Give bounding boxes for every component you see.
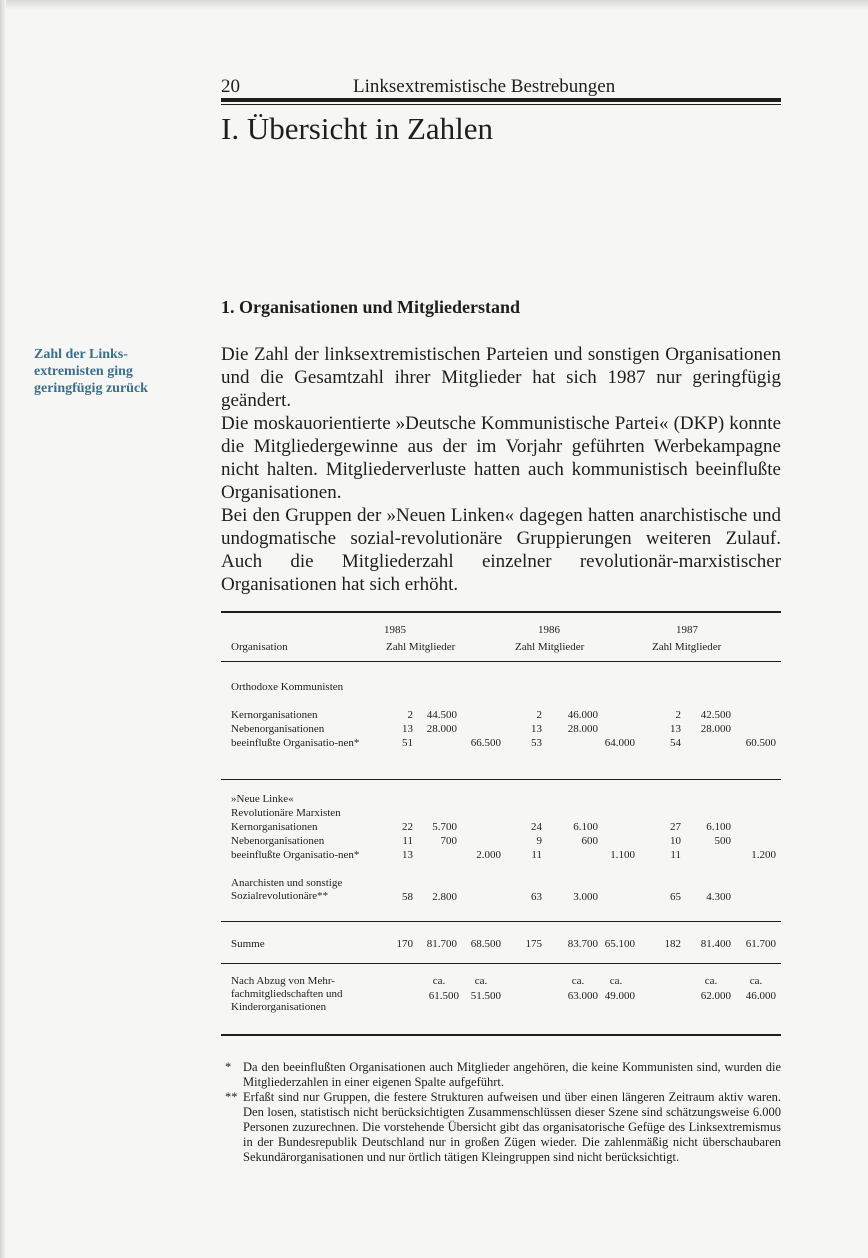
paragraph: Die moskauorientierte »Deutsche Kommunistische Partei« (DKP) konnte die Mitgliedergewinne aus der im Vorjahr geführten Werbekampagne nicht halten. Mitgliederverluste hatten auch kommunistisch beeinflußte Organisationen. bbox=[221, 413, 781, 503]
cell-beeinflusst: 60.500 bbox=[745, 737, 776, 749]
section-title-neue-linke: »Neue Linke« bbox=[231, 793, 294, 805]
footnote-text: Da den beeinflußten Organisationen auch Mitglieder angehören, die keine Kommunisten sind, wurden die Mitgliederzahlen in einer eigenen Spalte aufgeführt. bbox=[243, 1060, 781, 1089]
cell-zahl: 13 bbox=[402, 723, 413, 735]
cell-zahl: 63 bbox=[531, 891, 542, 903]
footnote bbox=[221, 1060, 781, 1090]
summe-cell: 182 bbox=[664, 938, 681, 950]
row-label: Kernorganisationen bbox=[231, 709, 318, 721]
cell-mitglieder: 2.800 bbox=[432, 891, 457, 903]
nach-abzug-cell: 62.000 bbox=[700, 990, 731, 1002]
running-header bbox=[221, 76, 781, 98]
table-rule bbox=[221, 779, 781, 780]
cell-zahl: 11 bbox=[670, 849, 681, 861]
cell-mitglieder: 44.500 bbox=[426, 709, 457, 721]
table-rule bbox=[221, 611, 781, 613]
year-header-1986: 1986 bbox=[538, 624, 560, 636]
chapter-title: I. Übersicht in Zahlen bbox=[221, 111, 494, 146]
cell-zahl: 9 bbox=[536, 835, 542, 847]
cell-zahl: 27 bbox=[670, 821, 681, 833]
paragraph: Die Zahl der linksextremistischen Parteien und sonstigen Organisationen und die Gesamtzahl ihrer Mitglieder hat sich 1987 nur geringfügig geändert. bbox=[221, 344, 781, 411]
nach-abzug-cell: 49.000 bbox=[604, 990, 635, 1002]
row-label: beeinflußte Organisatio-nen* bbox=[231, 737, 360, 749]
nach-abzug-cell: 46.000 bbox=[745, 990, 776, 1002]
row-label: Nebenorganisationen bbox=[231, 835, 325, 847]
cell-mitglieder: 28.000 bbox=[700, 723, 731, 735]
row-label: Anarchisten und sonstige Sozialrevolutionäre** bbox=[231, 877, 343, 902]
row-label: Nebenorganisationen bbox=[231, 723, 325, 735]
section-title-orthodox: Orthodoxe Kommunisten bbox=[231, 681, 344, 693]
cell-zahl: 54 bbox=[670, 737, 681, 749]
ca-label: ca. bbox=[704, 975, 718, 987]
cell-zahl: 22 bbox=[402, 821, 413, 833]
footnote-text: Erfaßt sind nur Gruppen, die festere Strukturen aufweisen und über einen längeren Zeitraum aktiv waren. Den losen, statistisch nicht berücksichtigten Zusammenschlüssen dieser Szene sind schätzungsweise 6.000 Personen zuzurechnen. Die vorstehende Übersicht gibt das organisatorische Gefüge des Linksextremismus in der Bundesrepublik Deutschland nur in großen Zügen wieder. Die zahlenmäßig nicht überschaubaren Sekundärorganisationen und nur örtlich tätigen Kleingruppen sind nicht berücksichtigt. bbox=[243, 1090, 781, 1164]
subheader-1987: Zahl Mitglieder bbox=[652, 641, 722, 653]
scan-edge-left bbox=[0, 0, 6, 1258]
running-title: Linksextremistische Bestrebungen bbox=[353, 76, 616, 97]
summe-cell: 81.700 bbox=[426, 938, 457, 950]
nach-abzug-label: Nach Abzug von Mehr-fachmitgliedschaften und Kinderorganisationen bbox=[231, 975, 343, 1013]
paragraph: Bei den Gruppen der »Neuen Linken« dagegen hatten anarchistische und undogmatische sozial-revolutionäre Gruppierungen weiteren Zulauf. Auch die Mitgliederzahl einzelner revolutionär-marxistischer Organisationen hat sich erhöht. bbox=[221, 505, 781, 595]
cell-beeinflusst: 64.000 bbox=[604, 737, 635, 749]
summe-cell: 83.700 bbox=[567, 938, 598, 950]
ca-label: ca. bbox=[474, 975, 488, 987]
row-label: Kernorganisationen bbox=[231, 821, 318, 833]
summe-cell: 81.400 bbox=[700, 938, 731, 950]
cell-mitglieder: 5.700 bbox=[432, 821, 457, 833]
cell-mitglieder: 600 bbox=[581, 835, 598, 847]
cell-mitglieder: 4.300 bbox=[706, 891, 731, 903]
row-label: beeinflußte Organisatio-nen* bbox=[231, 849, 360, 861]
cell-mitglieder: 6.100 bbox=[706, 821, 731, 833]
footnote-mark: * bbox=[225, 1060, 232, 1074]
nach-abzug-cell: 63.000 bbox=[567, 990, 598, 1002]
summe-cell: 175 bbox=[525, 938, 542, 950]
cell-mitglieder: 6.100 bbox=[573, 821, 598, 833]
cell-mitglieder: 28.000 bbox=[567, 723, 598, 735]
ca-label: ca. bbox=[432, 975, 446, 987]
cell-zahl: 24 bbox=[531, 821, 542, 833]
cell-zahl: 53 bbox=[531, 737, 542, 749]
footnotes bbox=[221, 1060, 781, 1165]
section-title: 1. Organisationen und Mitgliederstand bbox=[221, 297, 521, 317]
cell-zahl: 13 bbox=[402, 849, 413, 861]
table-rule bbox=[221, 661, 781, 662]
cell-mitglieder: 46.000 bbox=[567, 709, 598, 721]
cell-zahl: 65 bbox=[670, 891, 681, 903]
cell-zahl: 2 bbox=[536, 709, 542, 721]
table-rule bbox=[221, 963, 781, 964]
cell-beeinflusst: 2.000 bbox=[476, 849, 501, 861]
cell-beeinflusst: 1.100 bbox=[610, 849, 635, 861]
subheader-1985: Zahl Mitglieder bbox=[386, 641, 456, 653]
page-number: 20 bbox=[221, 76, 240, 97]
summe-cell: 68.500 bbox=[470, 938, 501, 950]
section-subtitle: Revolutionäre Marxisten bbox=[231, 807, 341, 819]
ca-label: ca. bbox=[609, 975, 623, 987]
cell-mitglieder: 28.000 bbox=[426, 723, 457, 735]
margin-note: Zahl der Links-extremisten ging geringfügig zurück bbox=[34, 347, 148, 396]
body-text bbox=[221, 343, 781, 596]
subheader-1986: Zahl Mitglieder bbox=[515, 641, 585, 653]
year-header-1985: 1985 bbox=[384, 624, 406, 636]
summe-cell: 61.700 bbox=[745, 938, 776, 950]
ca-label: ca. bbox=[571, 975, 585, 987]
cell-mitglieder: 700 bbox=[440, 835, 457, 847]
scan-edge-top bbox=[0, 0, 868, 10]
ca-label: ca. bbox=[749, 975, 763, 987]
cell-zahl: 58 bbox=[402, 891, 413, 903]
cell-zahl: 10 bbox=[670, 835, 681, 847]
cell-zahl: 51 bbox=[402, 737, 413, 749]
statistics-table bbox=[221, 611, 781, 1038]
cell-mitglieder: 3.000 bbox=[573, 891, 598, 903]
header-rule-thick bbox=[221, 98, 781, 102]
cell-zahl: 13 bbox=[670, 723, 681, 735]
cell-zahl: 11 bbox=[402, 835, 413, 847]
cell-zahl: 2 bbox=[675, 709, 681, 721]
footnote bbox=[221, 1090, 781, 1165]
table-rule bbox=[221, 1034, 781, 1036]
year-header-1987: 1987 bbox=[676, 624, 698, 636]
column-header-organisation: Organisation bbox=[231, 641, 288, 653]
cell-mitglieder: 42.500 bbox=[700, 709, 731, 721]
cell-zahl: 2 bbox=[407, 709, 413, 721]
cell-beeinflusst: 66.500 bbox=[470, 737, 501, 749]
summe-cell: 65.100 bbox=[604, 938, 635, 950]
nach-abzug-cell: 51.500 bbox=[470, 990, 501, 1002]
cell-zahl: 13 bbox=[531, 723, 542, 735]
table-rule bbox=[221, 921, 781, 922]
summe-label: Summe bbox=[231, 938, 265, 950]
footnote-mark: ** bbox=[225, 1090, 238, 1104]
cell-mitglieder: 500 bbox=[714, 835, 731, 847]
cell-beeinflusst: 1.200 bbox=[751, 849, 776, 861]
cell-zahl: 11 bbox=[531, 849, 542, 861]
header-rule-thin bbox=[221, 104, 781, 105]
summe-cell: 170 bbox=[396, 938, 413, 950]
nach-abzug-cell: 61.500 bbox=[428, 990, 459, 1002]
